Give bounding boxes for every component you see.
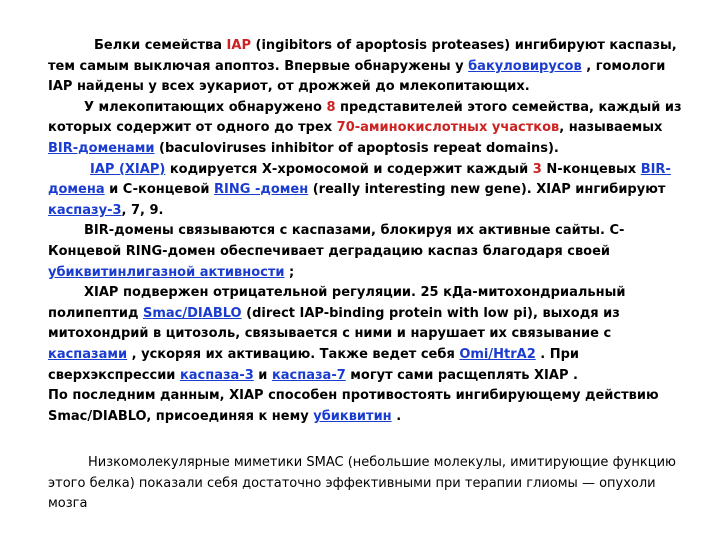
paragraph-regulation (48, 283, 688, 386)
number-8: 8 (326, 99, 336, 115)
link-caspase-3[interactable]: каспаза-3 (179, 367, 254, 383)
text-segment: (really interesting new gene). XIAP ингибируют (308, 182, 666, 198)
paragraph-iap-intro (48, 36, 688, 98)
paragraph-smac-mimetics (48, 453, 688, 515)
text-segment: и (253, 367, 272, 383)
paragraph-xiap (48, 160, 688, 222)
paragraph-mammals (48, 98, 688, 160)
link-bir-domain[interactable]: BIR-домена (48, 161, 671, 198)
link-iap-xiap[interactable]: IAP (XIAP) (90, 161, 166, 177)
paragraph-gap (48, 427, 688, 453)
text-segment: (ingibitors of apoptosis proteases) ингибируют каспазы, тем самым выключая апоптоз. Впервые обнаружены у (48, 38, 677, 74)
link-smac-diablo[interactable]: Smac/DIABLO (143, 305, 242, 321)
text-segment: , называемых (559, 120, 663, 136)
body-text (48, 36, 688, 515)
paragraph-latest-data (48, 386, 688, 427)
term-70-aa-regions: 70-аминокислотных участков (336, 120, 560, 136)
text-segment: По последним данным, XIAP способен противостоять ингибирующему действию Smac/DIABLO, присоединяя к нему (48, 388, 659, 424)
link-ring-domain[interactable]: RING -домен (214, 182, 309, 198)
link-caspase-3[interactable]: каспазу-3 (48, 202, 122, 218)
number-3: 3 (532, 161, 542, 177)
text-segment: BIR-домены связываются с каспазами, блокируя их активные сайты. С-Концевой RING-домен обеспечивает деградацию каспаз благодаря своей (48, 223, 625, 259)
link-ubiquitin[interactable]: убиквитин (313, 408, 392, 424)
link-caspases[interactable]: каспазами (48, 346, 128, 362)
text-segment: . При сверхэкспрессии (48, 346, 580, 383)
text-segment: ; (284, 264, 295, 280)
text-segment: , ускоряя их активацию. Также ведет себя (127, 346, 460, 362)
text-segment: , 7, 9. (121, 202, 164, 218)
text-segment: N-концевых (541, 161, 641, 177)
text-segment: Белки семейства (94, 38, 227, 53)
link-baculovirus[interactable]: бакуловирусов (468, 58, 582, 74)
text-segment: (baculoviruses inhibitor of apoptosis repeat domains). (154, 140, 559, 156)
term-iap: IAP (226, 38, 251, 53)
text-segment: У млекопитающих обнаружено (84, 99, 327, 115)
text-segment: представителей этого семейства, каждый из которых содержит от одного до трех (48, 99, 682, 136)
text-segment: и C-концевой (104, 182, 215, 198)
text-segment: . (391, 408, 402, 424)
link-bir-domains[interactable]: BIR-доменами (48, 140, 155, 156)
text-segment: кодируется Х-хромосомой и содержит каждый (165, 161, 533, 177)
link-omi-htra2[interactable]: Omi/HtrA2 (459, 346, 536, 362)
text-segment: могут сами расщеплять XIAP . (345, 367, 578, 383)
paragraph-bir-binding (48, 221, 688, 283)
link-ubiquitin-ligase-activity[interactable]: убиквитинлигазной активности (48, 264, 285, 280)
text-segment: (direct IAP-binding protein with low pi), выходя из митохондрий в цитозоль, связывается с ними и нарушает их связывание с (48, 305, 620, 342)
text-segment: Низкомолекулярные миметики SMAC (небольшие молекулы, имитирующие функцию этого белка) показали себя достаточно эффективными при терапии глиомы — опухоли мозга (48, 455, 676, 512)
text-segment: XIAP подвержен отрицательной регуляции. 25 кДа-митохондриальный полипептид (48, 285, 626, 321)
text-segment: , гомологи IAP найдены у всех эукариот, от дрожжей до млекопитающих. (48, 58, 666, 95)
link-caspase-7[interactable]: каспаза-7 (271, 367, 346, 383)
